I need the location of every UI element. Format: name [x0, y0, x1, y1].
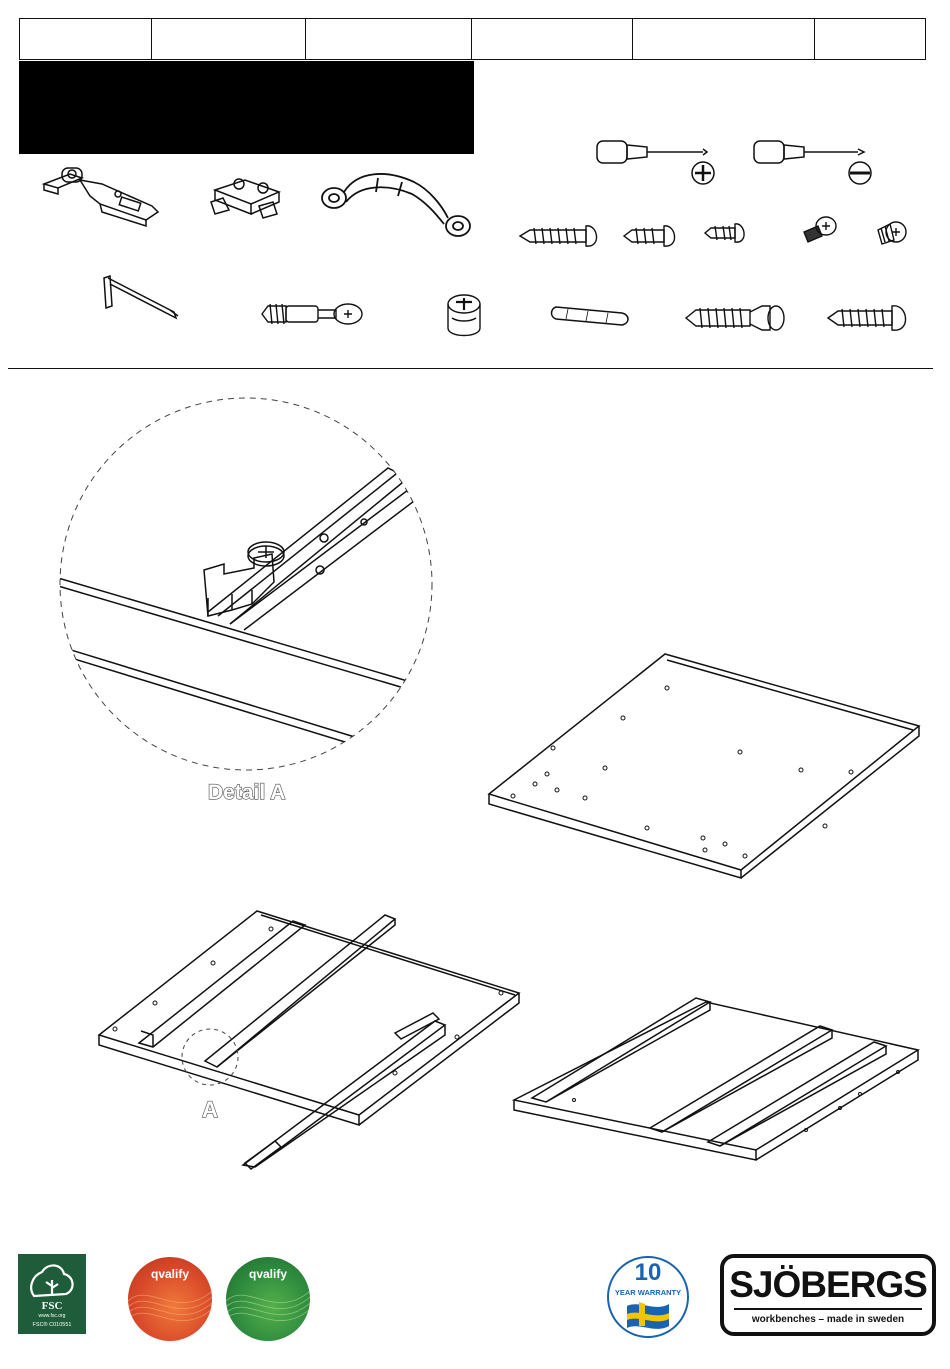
handle-icon — [318, 170, 478, 245]
dowel-icon — [548, 303, 633, 327]
small-screw-icon — [703, 222, 753, 246]
cam-bolt-icon — [258, 300, 368, 330]
allen-key-icon — [100, 272, 182, 322]
flat-screwdriver-icon — [752, 135, 877, 190]
fsc-logo — [18, 1254, 86, 1334]
anchor-screw-icon — [684, 302, 789, 334]
qvalify-green-text: qvalify — [248, 1267, 287, 1281]
header-table — [19, 18, 926, 60]
header-cell — [152, 19, 306, 60]
callout-a-label: A — [202, 1097, 218, 1122]
sjobergs-logo — [720, 1254, 936, 1336]
hinge-icon — [40, 160, 165, 235]
short-screw-icon — [622, 224, 682, 250]
machine-screw-icon — [800, 214, 840, 244]
cam-lock-icon — [440, 292, 490, 340]
qvalify-green-logo — [226, 1257, 310, 1341]
board-panel — [485, 648, 925, 880]
fsc-name: FSC — [41, 1300, 63, 1312]
long-screw-icon — [826, 303, 911, 333]
brand-name: SJÖBERGS — [729, 1264, 927, 1305]
warranty-years: 10 — [634, 1259, 662, 1286]
phillips-screwdriver-icon — [595, 135, 715, 190]
qvalify-red-text: qvalify — [150, 1267, 189, 1281]
qvalify-red-logo — [128, 1257, 212, 1341]
brand-tagline: workbenches – made in sweden — [751, 1314, 905, 1325]
brand-rule — [734, 1308, 922, 1310]
detail-a-label: Detail A — [208, 781, 286, 804]
wood-screw-icon — [518, 222, 603, 250]
fsc-url: www.fsc.org — [38, 1313, 66, 1319]
board-with-rails-exploded — [95, 905, 525, 1170]
fsc-code: FSC® C010551 — [32, 1322, 72, 1328]
board-with-rails-assembled — [510, 990, 925, 1170]
warranty-badge — [607, 1256, 689, 1338]
header-cell — [472, 19, 632, 60]
euro-screw-icon — [874, 216, 909, 246]
detail-a-magnifier — [58, 398, 438, 778]
header-cell — [632, 19, 814, 60]
warranty-text: YEAR WARRANTY — [614, 1288, 682, 1297]
title-block — [19, 61, 474, 154]
sweden-flag-icon — [627, 1300, 669, 1330]
section-divider — [8, 368, 933, 369]
header-cell — [306, 19, 472, 60]
header-cell — [20, 19, 152, 60]
hinge-plate-icon — [205, 170, 285, 225]
header-cell — [814, 19, 925, 60]
